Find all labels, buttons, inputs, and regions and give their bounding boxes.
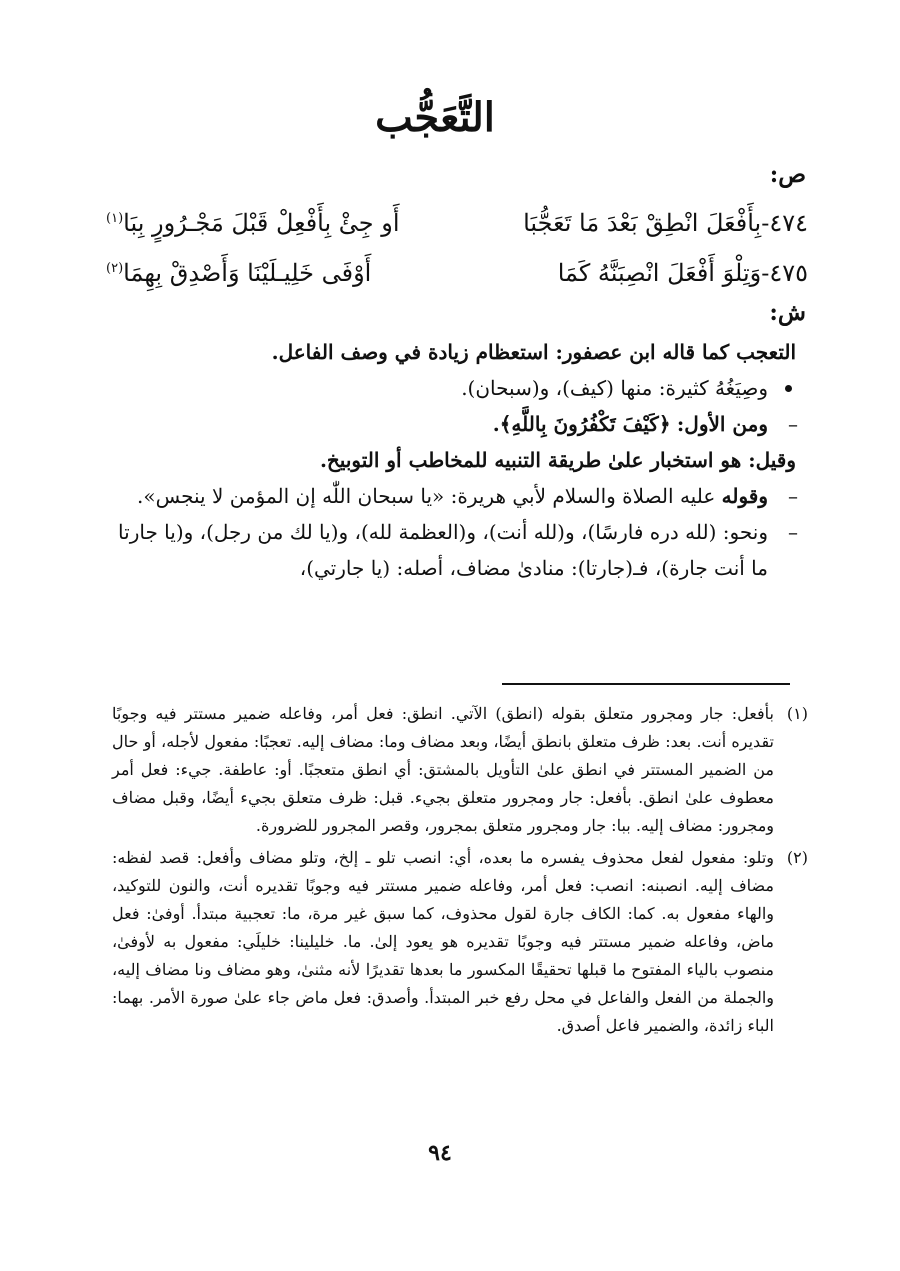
footnote-text: وتلو: مفعول لفعل محذوف يفسره ما بعده، أي: انصب تلو ـ إلخ، وتلو مضاف وأفعل: قصد لفظه: مضاف إليه. انصبنه: انصب: فعل أمر، وفاعله ضمير مستتر فيه وجوبًا تقديره أنت، والنون للتوكيد، والهاء مفعول به. كما: الكاف جارة لقول محذوف، كما سبق غير مرة، ما: تعجبية مبتدأ. أوفىٰ: فعل ماض، وفاعله ضمير مستتر فيه وجوبًا تقديره هو يعود إلىٰ. ما. خليلينا: خليلَي: مفعول به لأوفىٰ، منصوب بالياء المفتوح ما قبلها تحقيقًا المكسور ما بعدها تقديرًا لأنه مثنىٰ، وهو مضاف ونا مضاف إليه، والجملة من الفعل والفاعل في محل رفع خبر المبتدأ. وأصدق: فعل ماض جاء علىٰ صورة الأمر. بهما: الباء زائدة، والضمير فاعل أصدق.: [112, 848, 774, 1035]
footnotes: [112, 700, 808, 1044]
text-marker-shin: ش:: [769, 299, 806, 326]
footnote-number: (١): [786, 704, 808, 723]
chapter-title: التَّعَجُّب: [375, 94, 495, 141]
verse-second-hemistich: أَوْفَى خَلِيـلَيْنَا وَأَصْدِقْ بِهِمَا$^{(٢)}$: [106, 259, 372, 287]
page-number: ٩٤: [428, 1140, 452, 1166]
definition-paragraph: التعجب كما قاله ابن عصفور: استعظام زيادة في وصف الفاعل.: [271, 340, 796, 364]
verse-first-hemistich: ٤٧٥-وَتِلْوَ أَفْعَلَ انْصِبَنَّهُ كَمَا: [557, 259, 808, 287]
example-label: ومن الأول:: [676, 412, 768, 436]
verse-line: [106, 246, 808, 292]
hadith-label: وقوله: [721, 484, 768, 508]
footnote-reference: (١): [106, 211, 124, 226]
verse-second-hemistich: أَو جِئْ بِأَفْعِلْ قَبْلَ مَجْـرُورٍ بِبَا$^{(١)}$: [106, 209, 400, 237]
text-marker-sad: ص:: [769, 161, 806, 188]
verse-number: ٤٧٥-: [761, 259, 808, 287]
verse-number: ٤٧٤-: [761, 209, 808, 237]
footnote-text: بأفعل: جار ومجرور متعلق بقوله (انطق) الآتي. انطق: فعل أمر، وفاعله ضمير مستتر فيه وجوبًا تقديره أنت. بعد: ظرف متعلق بانطق أيضًا، وبعد مضاف وما: مضاف إليه. تعجبًا: مفعول لأجله، أو حال من الضمير المستتر في انطق علىٰ التأويل بالمشتق: أي انطق متعجبًا. أو: عاطفة. جيء: فعل أمر معطوف علىٰ انطق. بأفعل: جار ومجرور متعلق بجيء. قبل: ظرف متعلق بجيء أيضًا، وقبل مضاف ومجرور: مضاف إليه. ببا: جار ومجرور متعلق بمجرور، وقصر المجرور للضرورة.: [112, 704, 775, 835]
hadith-text: عليه الصلاة والسلام لأبي هريرة: «يا سبحان اللّٰه إن المؤمن لا ينجس».: [136, 484, 716, 508]
second-definition-paragraph: وقيل: هو استخبار علىٰ طريقة التنبيه للمخاطب أو التوبيخ.: [319, 448, 796, 472]
dash-item: [112, 514, 806, 586]
examples-text: (لله دره فارسًا)، و(لله أنت)، و(العظمة لله)، و(يا لك من رجل)، و(يا جارتا ما أنت جارة)، فـ(جارتا): منادىٰ مضاف، أصله: (يا جارتي)،: [118, 520, 768, 580]
verse-line: [106, 196, 808, 242]
footnote-separator: [502, 683, 790, 685]
verse-first-hemistich: ٤٧٤-بِأَفْعَلَ انْطِقْ بَعْدَ مَا تَعَجُّبَا: [523, 209, 808, 237]
footnote: [112, 844, 808, 1040]
footnote-reference: (٢): [106, 261, 124, 276]
footnote: [112, 700, 808, 840]
commentary-body: [112, 334, 806, 586]
bullet-item: وصِيَغُهُ كثيرة: منها (كيف)، و(سبحان).: [112, 370, 806, 406]
footnote-number: (٢): [786, 848, 808, 867]
quran-quote: ﴿كَيْفَ تَكْفُرُونَ بِاللَّهِ﴾.: [492, 412, 671, 436]
dash-item: [112, 406, 806, 442]
examples-label: ونحو:: [722, 520, 768, 544]
dash-item: [112, 478, 806, 514]
